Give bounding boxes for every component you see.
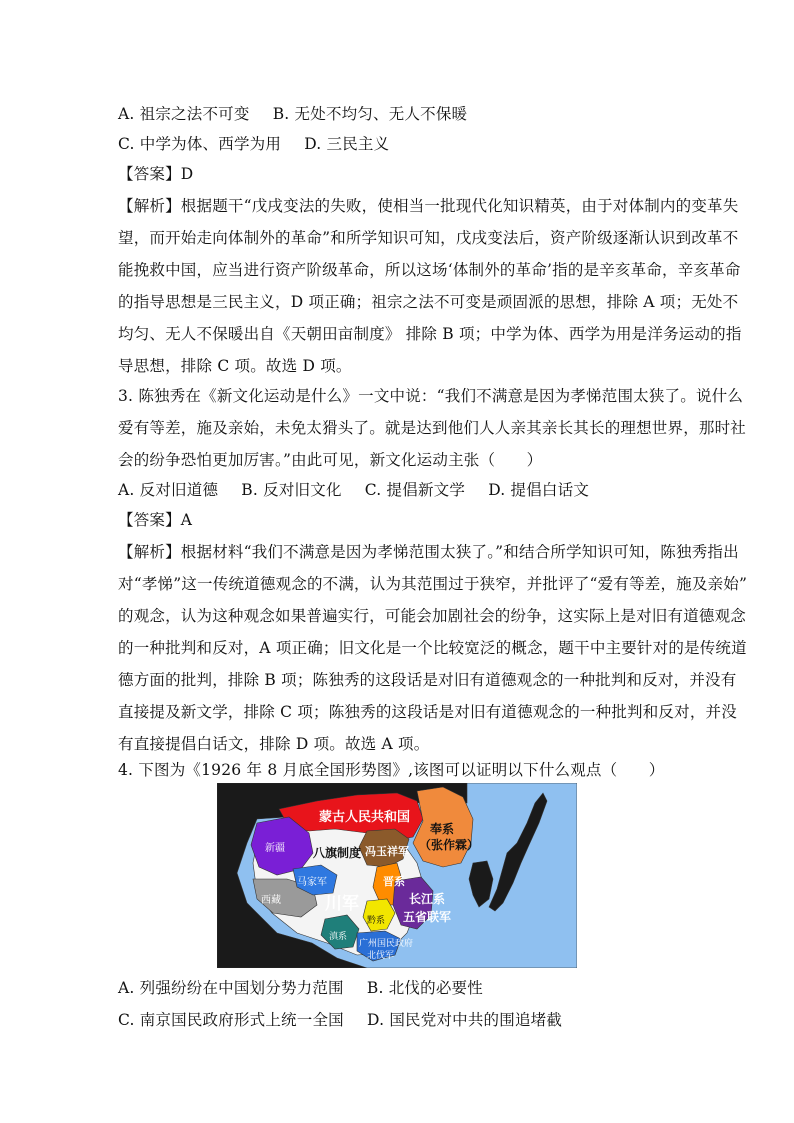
map-label-xizang: 西藏 (261, 895, 281, 906)
q3-options-row (118, 480, 678, 500)
map-label-fengxi: 奉系 (430, 822, 455, 836)
q2-analysis-line: 的指导思想是三民主义，D 项正确；祖宗之法不可变是顽固派的思想，排除 A 项；无处不 (118, 293, 739, 311)
q3-analysis-line: 的一种批判和反对，A 项正确；旧文化是一个比较宽泛的概念，题干中主要针对的是传统道 (118, 639, 747, 657)
q2-option-c[interactable]: C. 中学为体、西学为用 (118, 135, 282, 153)
q2-option-a[interactable]: A. 祖宗之法不可变 (118, 105, 250, 123)
q2-answer: 【答案】D (118, 165, 194, 183)
q4-stem: 4. 下图为《1926 年 8 月底全国形势图》,该图可以证明以下什么观点（ ） (118, 761, 665, 779)
q3-analysis-line: 对“孝悌”这一传统道德观念的不满，认为其范围过于狭窄，并批评了“爱有等差，施及亲始” (118, 575, 748, 593)
q3-stem-line: 会的纷争恐怕更加厉害。”由此可见，新文化运动主张（ ） (118, 451, 543, 469)
q4-option-a[interactable]: A. 列强纷纷在中国划分势力范围 (118, 979, 344, 997)
q3-stem-line: 爱有等差，施及亲始，未免太猾头了。就是达到他们人人亲其亲长其长的理想世界，那时社 (118, 419, 747, 437)
q2-analysis-line: 导思想，排除 C 项。故选 D 项。 (118, 357, 352, 375)
q2-option-d[interactable]: D. 三民主义 (304, 135, 390, 153)
map-label-guangzhou: 广州国民政府 (359, 939, 414, 949)
q3-analysis-line: 德方面的批判，排除 B 项；陈独秀的这段话是对旧有道德观念的一种批判和反对，并没有 (118, 671, 737, 689)
map-label-guominjun: 冯玉祥军 (365, 845, 409, 858)
q2-options-row2 (118, 134, 678, 154)
q4-options-row2 (118, 1010, 678, 1030)
q3-option-b[interactable]: B. 反对旧文化 (241, 481, 342, 499)
q3-option-d[interactable]: D. 提倡白话文 (488, 481, 590, 499)
q2-analysis-line: 望，而开始走向体制外的革命”和所学知识可知，戊戌变法后，资产阶级逐渐认识到改革不 (118, 229, 739, 247)
q3-analysis-line: 【解析】根据材料“我们不满意是因为孝悌范围太狭了。”和结合所学知识可知，陈独秀指出 (118, 543, 739, 561)
q2-option-b[interactable]: B. 无处不均匀、无人不保暖 (272, 105, 468, 123)
map-label-xinjiang: 新疆 (265, 843, 285, 854)
map-label-bagui: 八旗制度 (313, 846, 362, 860)
q3-option-a[interactable]: A. 反对旧道德 (118, 481, 219, 499)
map-label-mongolia: 蒙古人民共和国 (319, 810, 411, 825)
map-label-changjiang-sub: 五省联军 (403, 910, 452, 924)
q2-options-row1 (118, 104, 678, 124)
map-figure (217, 783, 577, 968)
map-label-majiajun: 马家军 (297, 877, 327, 888)
q2-analysis-line: 能挽救中国，应当进行资产阶级革命，所以这场‘体制外的革命’指的是辛亥革命，辛亥革命 (118, 261, 741, 279)
q4-option-d[interactable]: D. 国民党对中共的围追堵截 (367, 1011, 563, 1029)
q3-analysis-line: 直接提及新文学，排除 C 项；陈独秀的这段话是对旧有道德观念的一种批判和反对，并没 (118, 703, 737, 721)
map-label-qianxi: 黔系 (367, 916, 386, 926)
q3-analysis-line: 的观念，认为这种观念如果普遍实行，可能会加剧社会的纷争，这实际上是对旧有道德观念 (118, 607, 747, 625)
map-label-beifa: 北伐军 (367, 951, 395, 961)
q4-option-b[interactable]: B. 北伐的必要性 (366, 979, 483, 997)
map-label-changjiang: 长江系 (409, 892, 446, 906)
q3-answer: 【答案】A (118, 511, 193, 529)
map-label-jinxi: 晋系 (383, 875, 405, 888)
map-label-chuanjun: 川军 (325, 894, 359, 914)
q3-option-c[interactable]: C. 提倡新文学 (364, 481, 466, 499)
q2-analysis-line: 【解析】根据题干“戊戌变法的失败，使相当一批现代化知识精英，由于对体制内的变革失 (118, 197, 739, 215)
map-label-fengxi-sub: （张作霖） (419, 838, 480, 852)
q3-analysis-line: 有直接提倡白话文，排除 D 项。故选 A 项。 (118, 735, 430, 753)
q4-options-row1 (118, 978, 678, 998)
q4-option-c[interactable]: C. 南京国民政府形式上统一全国 (118, 1011, 344, 1029)
china-1926-map (217, 783, 577, 968)
q3-stem-line: 3. 陈独秀在《新文化运动是什么》一文中说：“我们不满意是因为孝悌范围太狭了。说什么 (118, 387, 744, 405)
q2-analysis-line: 均匀、无人不保暖出自《天朝田亩制度》 排除 B 项；中学为体、西学为用是洋务运动的指 (118, 325, 742, 343)
map-label-dianxi: 滇系 (329, 932, 348, 942)
